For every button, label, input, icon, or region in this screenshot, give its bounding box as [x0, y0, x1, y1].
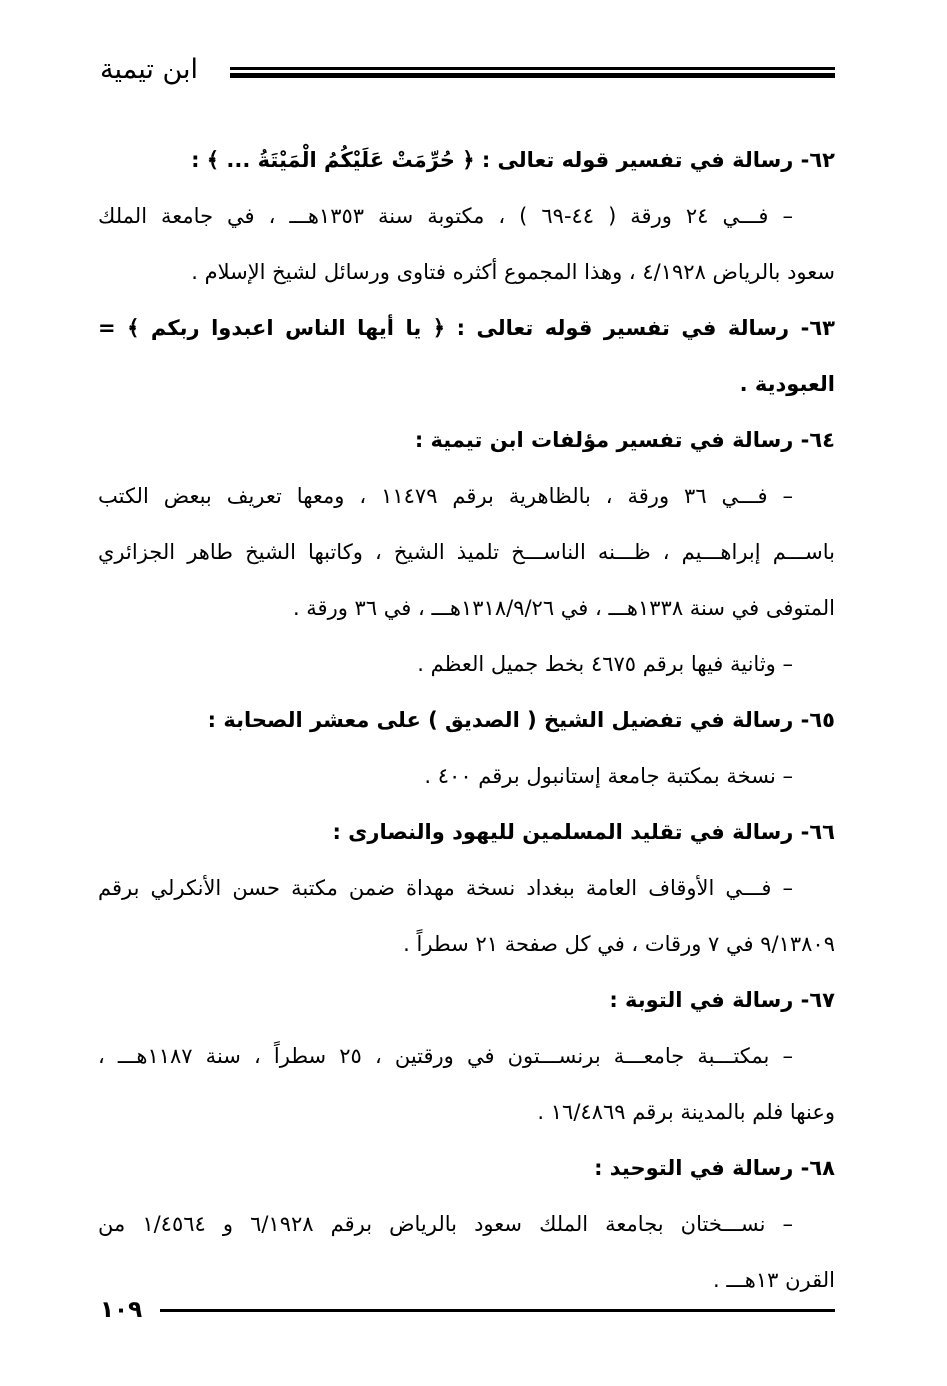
page-body: [98, 132, 835, 1308]
header-rule-thin: [230, 67, 835, 70]
paragraph-line: ٩/١٣٨٠٩ في ٧ ورقات ، في كل صفحة ٢١ سطراً .: [403, 932, 835, 956]
entry-paragraph: [98, 1028, 835, 1140]
paragraph-line: وعنها فلم بالمدينة برقم ١٦/٤٨٦٩ .: [537, 1100, 835, 1124]
paragraph-line: باســـم إبراهـــيم ، ظـــنه الناســـخ تلميذ الشيخ ، وكاتبها الشيخ طاهر الجزائري: [98, 540, 835, 564]
entry-heading: ٦٦- رسالة في تقليد المسلمين لليهود والنصارى :: [332, 820, 835, 844]
running-header: [100, 50, 835, 90]
paragraph-line: القرن ١٣هـــ .: [713, 1268, 835, 1292]
entry-heading: ٦٨- رسالة في التوحيد :: [594, 1156, 835, 1180]
paragraph-line: – فـــي الأوقاف العامة ببغداد نسخة مهداة ضمن مكتبة حسن الأنكرلي برقم: [98, 876, 793, 900]
paragraph-line: – فـــي ٢٤ ورقة ( ٤٤-٦٩ ) ، مكتوبة سنة ١٣٥٣هـــ ، في جامعة الملك: [98, 204, 793, 228]
page-footer: [100, 1290, 835, 1330]
paragraph-line: – وثانية فيها برقم ٤٦٧٥ بخط جميل العظم .: [417, 652, 793, 676]
entry-paragraph: [98, 468, 835, 636]
entry-paragraph: [98, 188, 835, 300]
entry-heading: ٦٧- رسالة في التوبة :: [609, 988, 835, 1012]
page-number: ١٠٩: [100, 1297, 143, 1323]
paragraph-line: – نسخة بمكتبة جامعة إستانبول برقم ٤٠٠ .: [424, 764, 793, 788]
header-rule-thick: [230, 73, 835, 78]
paragraph-line: – بمكتـــبة جامعـــة برنســـتون في ورقتين ، ٢٥ سطراً ، سنة ١١٨٧هـــ ،: [98, 1044, 793, 1068]
entry-paragraph: [98, 748, 835, 804]
paragraph-line: سعود بالرياض ٤/١٩٢٨ ، وهذا المجموع أكثره فتاوى ورسائل لشيخ الإسلام .: [191, 260, 835, 284]
header-title: ابن تيمية: [100, 54, 199, 85]
footer-rule: [160, 1309, 835, 1312]
entry-paragraph: [98, 636, 835, 692]
entry-heading: ٦٢- رسالة في تفسير قوله تعالى : ﴿ حُرِّمَتْ عَلَيْكُمُ الْمَيْتَةُ ... ﴾ :: [191, 148, 835, 172]
entry-heading: ٦٤- رسالة في تفسير مؤلفات ابن تيمية :: [414, 428, 835, 452]
paragraph-line: – نســـختان بجامعة الملك سعود بالرياض برقم ٦/١٩٢٨ و ١/٤٥٦٤ من: [98, 1212, 793, 1236]
entry-heading: ٦٥- رسالة في تفضيل الشيخ ( الصديق ) على معشر الصحابة :: [207, 708, 835, 732]
paragraph-line: المتوفى في سنة ١٣٣٨هـــ ، في ١٣١٨/٩/٢٦هـــ ، في ٣٦ ورقة .: [292, 596, 835, 620]
paragraph-line: – فـــي ٣٦ ورقة ، بالظاهرية برقم ١١٤٧٩ ، ومعها تعريف ببعض الكتب: [98, 484, 793, 508]
entry-paragraph: [98, 860, 835, 972]
entry-heading: ٦٣- رسالة في تفسير قوله تعالى : ﴿ يا أيها الناس اعبدوا ربكم ﴾ = العبودية .: [98, 316, 835, 396]
